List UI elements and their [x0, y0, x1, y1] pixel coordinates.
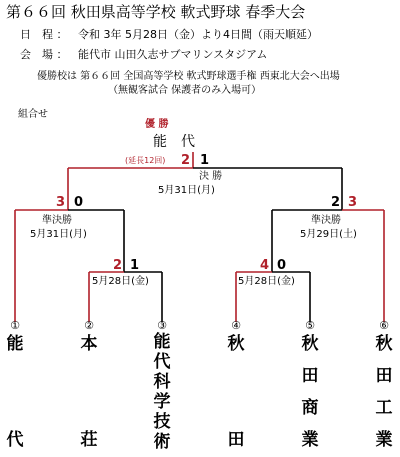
semi-right-label: 準決勝 — [311, 215, 341, 226]
final-label: 決 勝 — [199, 171, 223, 182]
semi-left-left-score: 3 — [56, 195, 66, 210]
seed-5: ⑤ — [305, 319, 315, 332]
team-5-char-4: 業 — [301, 430, 319, 450]
final-right-score: 1 — [200, 153, 210, 168]
semi-right-right-score: 3 — [348, 195, 358, 210]
first-left-date: 5月28日(金) — [92, 276, 149, 287]
team-6-char-1: 秋 — [375, 334, 393, 354]
bracket-label: 組合せ — [18, 109, 48, 120]
team-2-char-1: 本 — [80, 334, 98, 354]
seed-2: ② — [84, 319, 94, 332]
team-5-char-3: 商 — [301, 398, 319, 418]
champion-label: 優 勝 — [145, 119, 169, 130]
seed-1: ① — [10, 319, 20, 332]
final-date: 5月31日(月) — [158, 185, 215, 196]
final-extra-innings: (延長12回) — [125, 156, 166, 165]
page-title: 第６６回 秋田県高等学校 軟式野球 春季大会 — [6, 3, 306, 21]
venue-label: 会 場 ： — [20, 48, 68, 61]
semi-left-right-score: 0 — [74, 195, 84, 210]
team-5-char-1: 秋 — [301, 334, 319, 354]
schedule-value: 令和 3年 5月28日（金）より4日間（雨天順延） — [78, 28, 318, 41]
schedule-label: 日 程 ： — [20, 28, 68, 41]
qualification-note: 優勝校は 第６６回 全国高等学校 軟式野球選手権 西東北大会へ出場 — [37, 71, 340, 82]
semi-right-left-score: 2 — [331, 195, 341, 210]
team-3-char-6: 術 — [153, 432, 171, 452]
venue-value: 能代市 山田久志サブマリンスタジアム — [78, 48, 268, 61]
team-3-char-5: 技 — [153, 412, 171, 432]
team-3-char-4: 学 — [153, 392, 171, 412]
semi-left-date: 5月31日(月) — [30, 229, 87, 240]
seed-4: ④ — [231, 319, 241, 332]
team-3-char-3: 科 — [153, 372, 171, 392]
team-6-char-2: 田 — [375, 366, 393, 386]
team-3-char-2: 代 — [153, 352, 171, 372]
seed-6: ⑥ — [379, 319, 389, 332]
final-left-score: 2 — [181, 153, 191, 168]
first-right-date: 5月28日(金) — [238, 276, 295, 287]
first-right-right-score: 0 — [277, 258, 287, 273]
team-4-char-2: 田 — [227, 430, 245, 450]
team-4-char-1: 秋 — [227, 334, 245, 354]
semi-left-label: 準決勝 — [42, 215, 72, 226]
team-5-char-2: 田 — [301, 366, 319, 386]
first-left-right-score: 1 — [130, 258, 140, 273]
first-left-left-score: 2 — [113, 258, 123, 273]
team-6-char-3: 工 — [375, 398, 393, 418]
team-2-char-2: 荘 — [80, 430, 98, 450]
team-1-char-2: 代 — [6, 430, 24, 450]
first-right-left-score: 4 — [260, 258, 270, 273]
semi-right-date: 5月29日(土) — [300, 229, 357, 240]
spectator-note: （無観客試合 保護者のみ入場可） — [108, 85, 262, 96]
champion-name: 能 代 — [153, 134, 195, 150]
team-6-char-4: 業 — [375, 430, 393, 450]
team-3-char-1: 能 — [153, 332, 171, 352]
seed-3: ③ — [157, 319, 167, 332]
team-1-char-1: 能 — [6, 334, 24, 354]
